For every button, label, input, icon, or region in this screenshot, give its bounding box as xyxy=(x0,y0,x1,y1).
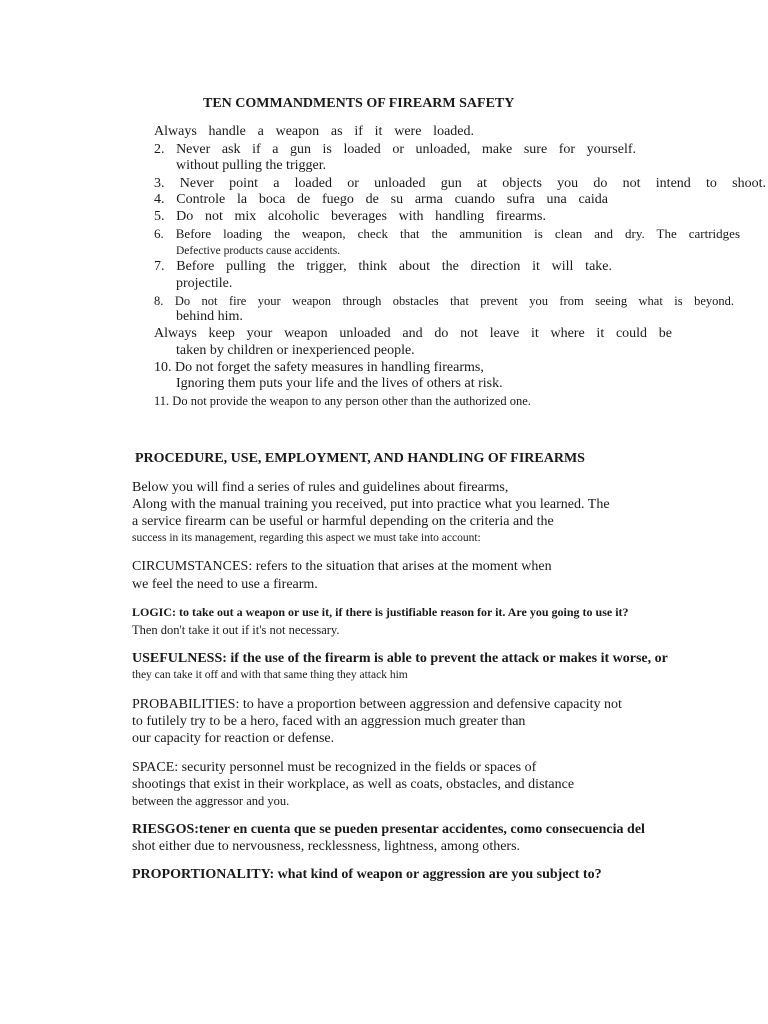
intro-line-2: Along with the manual training you received, put into practice what you learned. The xyxy=(132,497,610,512)
rule-2: 2. Never ask if a gun is loaded or unloaded, make sure for yourself. xyxy=(154,142,636,157)
rule-3: 3. Never point a loaded or unloaded gun at objects you do not intend to shoot. xyxy=(154,176,766,191)
rule-2-cont: without pulling the trigger. xyxy=(176,158,327,173)
proportionality-line: PROPORTIONALITY: what kind of weapon or aggression are you subject to? xyxy=(132,867,602,882)
circumstances-line-2: we feel the need to use a firearm. xyxy=(132,577,318,592)
rule-6: 6. Before loading the weapon, check that the ammunition is clean and dry. The cartridges xyxy=(154,226,740,241)
rule-9: Always keep your weapon unloaded and do not leave it where it could be xyxy=(154,326,672,341)
logic-line-2: Then don't take it out if it's not necessary. xyxy=(132,623,340,637)
riesgos-line-2: shot either due to nervousness, recklessness, lightness, among others. xyxy=(132,839,521,854)
rule-7-cont: projectile. xyxy=(176,276,233,291)
section1-title: TEN COMMANDMENTS OF FIREARM SAFETY xyxy=(203,96,515,111)
space-line-3: between the aggressor and you. xyxy=(132,794,290,808)
rule-6-cont: Defective products cause accidents. xyxy=(176,245,341,257)
space-line-2: shootings that exist in their workplace, as well as coats, obstacles, and distance xyxy=(132,777,575,792)
rule-5: 5. Do not mix alcoholic beverages with handling firearms. xyxy=(154,209,546,224)
intro-line-4: success in its management, regarding this aspect we must take into account: xyxy=(132,532,481,544)
logic-line-1: LOGIC: to take out a weapon or use it, if there is justifiable reason for it. Are you going to use it? xyxy=(132,605,629,619)
circumstances-line-1: CIRCUMSTANCES: refers to the situation that arises at the moment when xyxy=(132,559,552,574)
rule-11: 11. Do not provide the weapon to any person other than the authorized one. xyxy=(154,394,531,408)
probabilities-line-3: our capacity for reaction or defense. xyxy=(132,731,335,746)
intro-line-1: Below you will find a series of rules and guidelines about firearms, xyxy=(132,480,509,495)
usefulness-line-2: they can take it off and with that same thing they attack him xyxy=(132,669,408,681)
space-line-1: SPACE: security personnel must be recognized in the fields or spaces of xyxy=(132,760,537,775)
rule-10-cont: Ignoring them puts your life and the lives of others at risk. xyxy=(176,376,503,391)
rule-1: Always handle a weapon as if it were loaded. xyxy=(154,124,474,139)
rule-4: 4. Controle la boca de fuego de su arma cuando sufra una caida xyxy=(154,192,608,207)
riesgos-line-1: RIESGOS:tener en cuenta que se pueden presentar accidentes, como consecuencia del xyxy=(132,822,645,837)
probabilities-line-2: to futilely try to be a hero, faced with an aggression much greater than xyxy=(132,714,526,729)
probabilities-line-1: PROBABILITIES: to have a proportion between aggression and defensive capacity not xyxy=(132,697,622,712)
rule-10: 10. Do not forget the safety measures in handling firearms, xyxy=(154,360,484,375)
rule-7: 7. Before pulling the trigger, think about the direction it will take. xyxy=(154,259,612,274)
rule-8: 8. Do not fire your weapon through obstacles that prevent you from seeing what is beyond. xyxy=(154,294,734,308)
rule-9-cont: taken by children or inexperienced people. xyxy=(176,343,415,358)
rule-8-cont: behind him. xyxy=(176,309,243,324)
section2-title: PROCEDURE, USE, EMPLOYMENT, AND HANDLING OF FIREARMS xyxy=(135,451,585,466)
intro-line-3: a service firearm can be useful or harmful depending on the criteria and the xyxy=(132,514,554,529)
usefulness-line-1: USEFULNESS: if the use of the firearm is able to prevent the attack or makes it worse, or xyxy=(132,651,668,666)
